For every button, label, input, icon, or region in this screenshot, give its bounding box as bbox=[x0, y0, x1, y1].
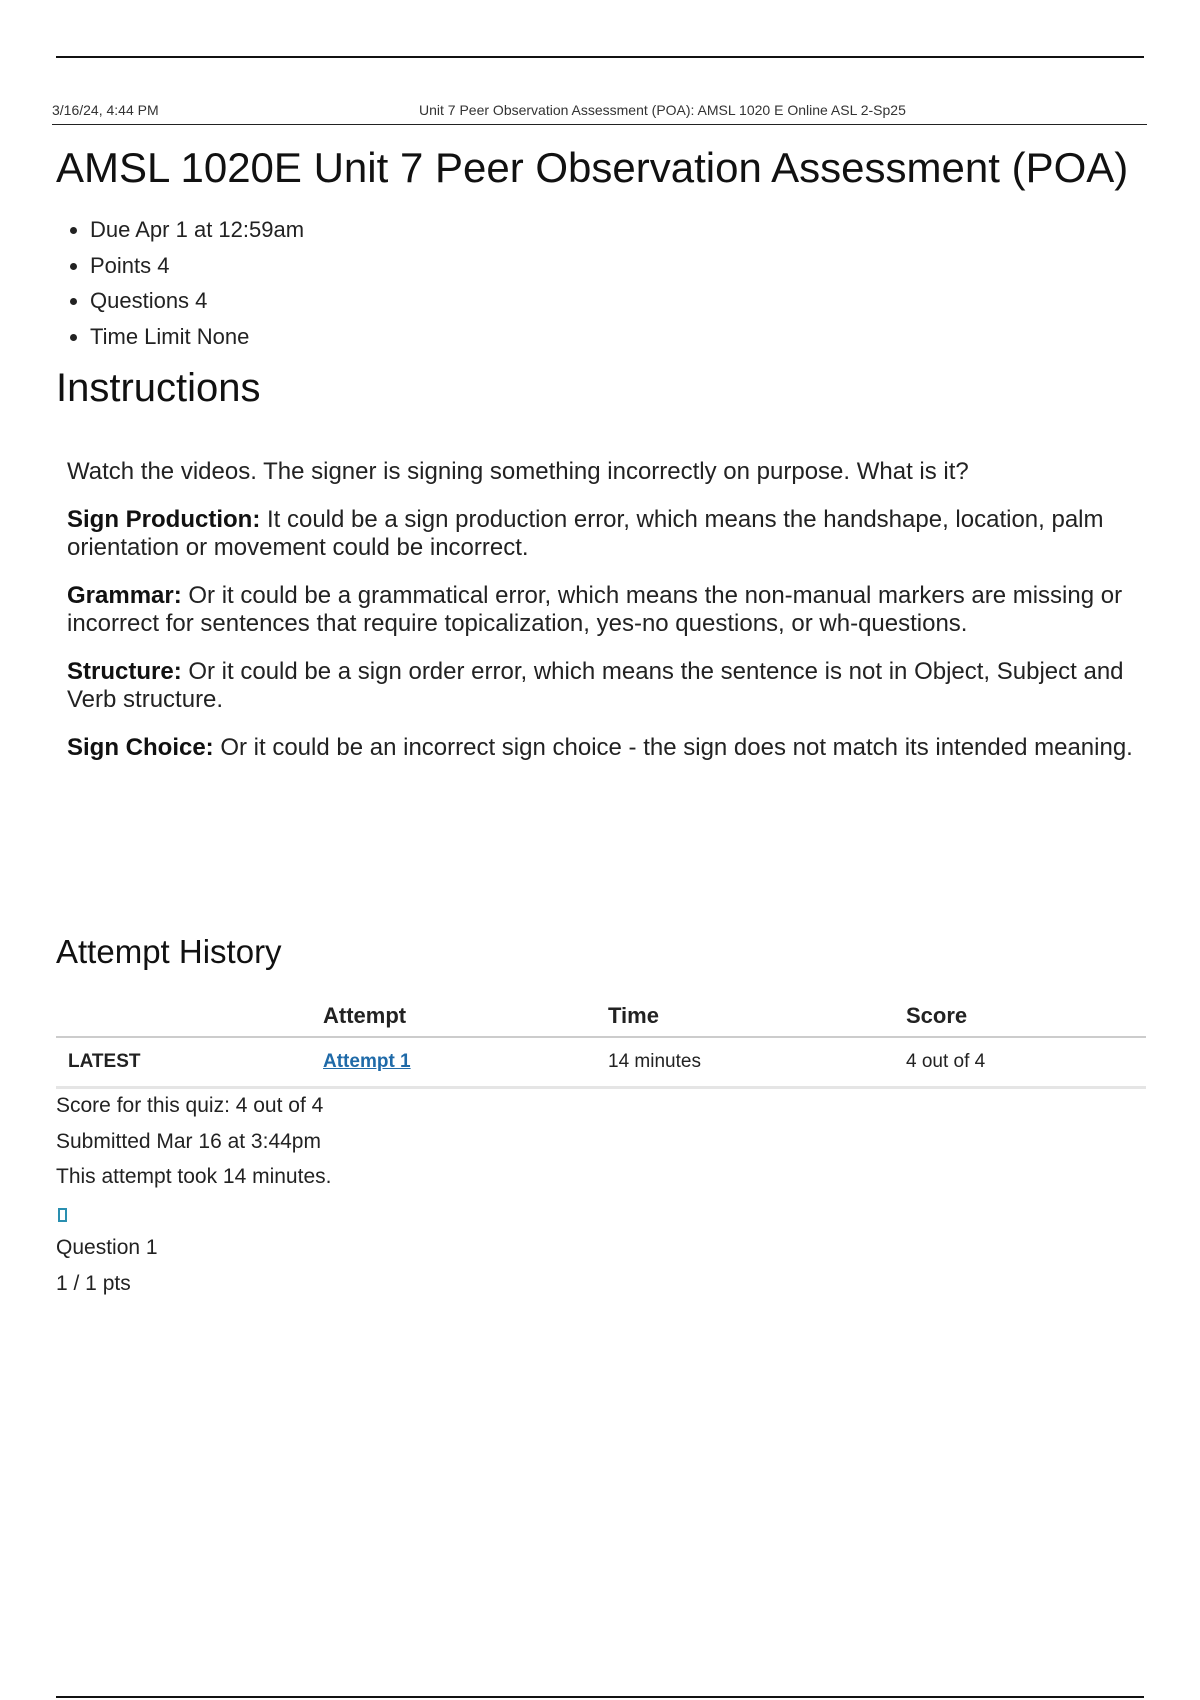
column-header-time: Time bbox=[608, 996, 906, 1037]
attempt-1-link[interactable]: Attempt 1 bbox=[323, 1051, 411, 1072]
instruction-text: Or it could be a grammatical error, which means the non-manual markers are missing or incorrect for sentences that require topicalization, yes-no questions, or wh-questions. bbox=[67, 582, 1123, 637]
question-flag-icon[interactable] bbox=[58, 1208, 67, 1222]
print-document-title: Unit 7 Peer Observation Assessment (POA): AMSL 1020 E Online ASL 2-Sp25 bbox=[419, 102, 906, 118]
attempt-score: 4 out of 4 bbox=[906, 1037, 1146, 1088]
due-date: • Due Apr 1 at 12:59am bbox=[90, 212, 304, 248]
question-count: • Questions 4 bbox=[90, 283, 304, 319]
instruction-label: Sign Choice: bbox=[67, 734, 214, 761]
instruction-label: Grammar: bbox=[67, 582, 182, 609]
latest-label: LATEST bbox=[56, 1037, 323, 1088]
instruction-label: Structure: bbox=[67, 658, 182, 685]
column-header-attempt: Attempt bbox=[323, 996, 608, 1037]
attempt-history-table bbox=[56, 996, 1146, 1089]
instruction-text: Or it could be a sign order error, which means the sentence is not in Object, Subject and Verb structure. bbox=[67, 658, 1124, 713]
instructions-intro: Watch the videos. The signer is signing something incorrectly on purpose. What is it? bbox=[67, 458, 969, 485]
instructions-heading: Instructions bbox=[56, 366, 261, 410]
instruction-sign-choice bbox=[67, 734, 1147, 762]
attempt-history-heading: Attempt History bbox=[56, 933, 282, 970]
points: • Points 4 bbox=[90, 248, 304, 284]
instruction-structure bbox=[67, 658, 1147, 714]
column-header-score: Score bbox=[906, 996, 1146, 1037]
page-title: AMSL 1020E Unit 7 Peer Observation Assessment (POA) bbox=[56, 144, 1129, 191]
column-header-label bbox=[56, 996, 323, 1037]
instruction-text: It could be a sign production error, which means the handshape, location, palm orientation or movement could be incorrect. bbox=[67, 506, 1104, 561]
question-title: Question 1 bbox=[56, 1236, 158, 1259]
instructions-body bbox=[67, 458, 1147, 782]
table-header-row bbox=[56, 996, 1146, 1037]
attempt-summary bbox=[56, 1088, 331, 1195]
submitted-time: Submitted Mar 16 at 3:44pm bbox=[56, 1129, 321, 1153]
attempt-duration: This attempt took 14 minutes. bbox=[56, 1165, 332, 1188]
print-date: 3/16/24, 4:44 PM bbox=[52, 102, 159, 118]
instruction-sign-production bbox=[67, 506, 1147, 562]
attempt-time: 14 minutes bbox=[608, 1037, 906, 1088]
table-row bbox=[56, 1037, 1146, 1088]
question-block bbox=[56, 1230, 158, 1302]
time-limit: • Time Limit None bbox=[90, 319, 304, 355]
top-divider bbox=[56, 56, 1144, 58]
quiz-details bbox=[68, 212, 304, 354]
quiz-score: Score for this quiz: 4 out of 4 bbox=[56, 1094, 324, 1117]
print-header bbox=[52, 102, 1147, 125]
instruction-grammar bbox=[67, 582, 1147, 638]
instruction-label: Sign Production: bbox=[67, 506, 261, 533]
question-points: 1 / 1 pts bbox=[56, 1272, 131, 1295]
instruction-text: Or it could be an incorrect sign choice - the sign does not match its intended meaning. bbox=[213, 734, 1133, 761]
bottom-divider bbox=[56, 1696, 1144, 1698]
